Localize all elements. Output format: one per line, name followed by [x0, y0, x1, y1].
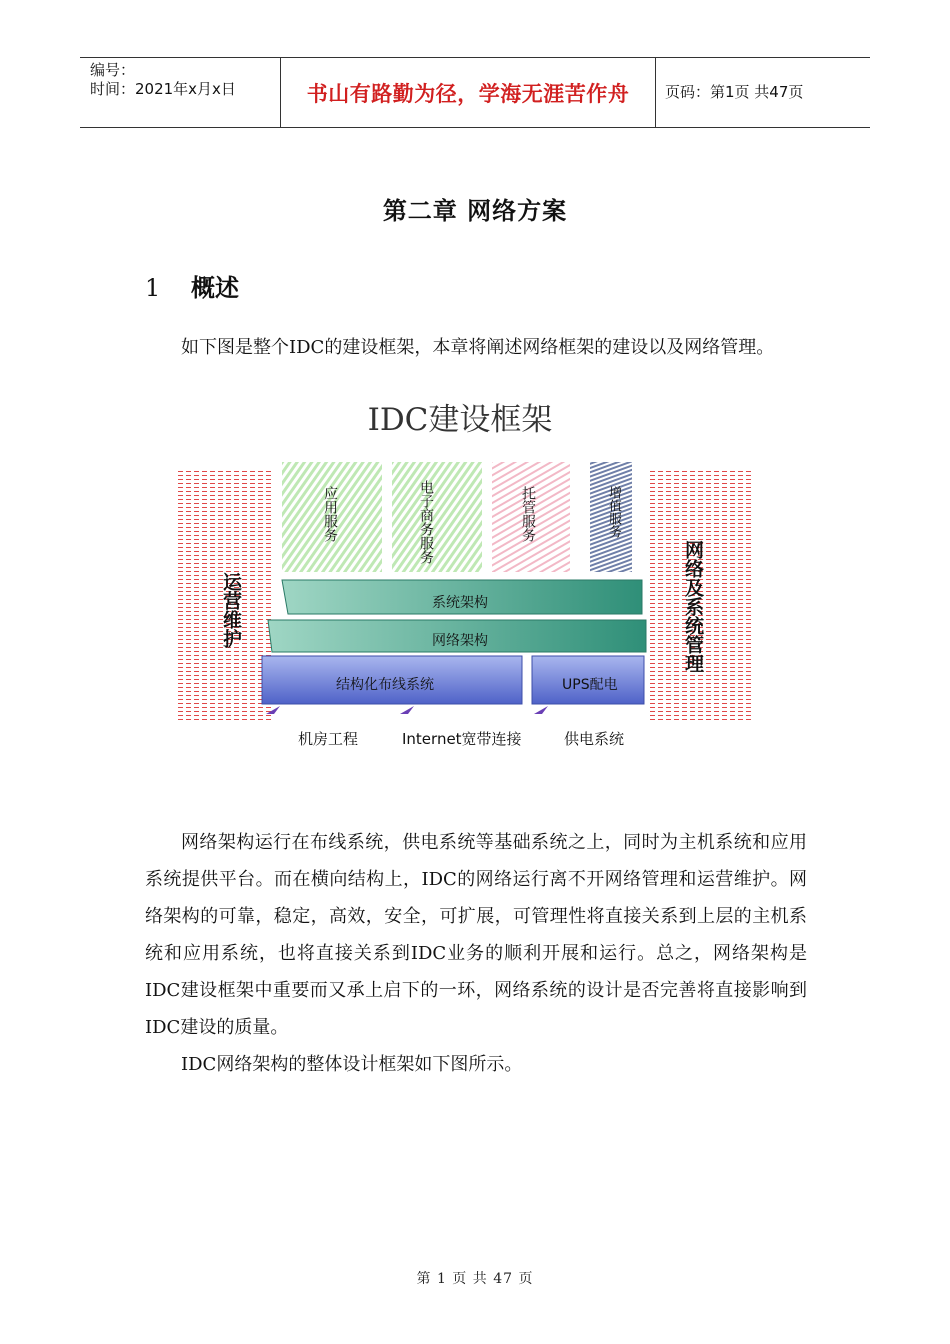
- section-heading: [145, 268, 239, 303]
- section-number: 1: [145, 274, 161, 302]
- marker-mid: [400, 706, 414, 714]
- service-label-hosting: 托管服务: [520, 486, 536, 542]
- intro-paragraph: 如下图是整个IDC的建设框架，本章将阐述网络框架的建设以及网络管理。: [181, 337, 775, 358]
- time-label: 时间：2021年x月x日: [90, 80, 236, 98]
- bottom-label-room: 机房工程: [298, 730, 359, 748]
- layer-label-network: 网络架构: [432, 633, 488, 649]
- layer-label-system: 系统架构: [432, 595, 488, 611]
- service-label-app: 应用服务: [322, 486, 338, 542]
- service-column-ecommerce: [392, 462, 482, 572]
- layer-label-cabling: 结构化布线系统: [336, 677, 434, 693]
- closing-paragraph: IDC网络架构的整体设计框架如下图所示。: [181, 1054, 523, 1075]
- number-label: 编号：: [90, 61, 136, 79]
- service-label-ecommerce: 电子商务服务: [418, 480, 434, 564]
- body-paragraph: 网络架构运行在布线系统，供电系统等基础系统之上，同时为主机系统和应用系统提供平台。而在横向结构上，IDC的网络运行离不开网络管理和运营维护。网络架构的可靠，稳定，高效，安全，可扩展，可管理性将直接关系到上层的主机系统和应用系统，也将直接关系到IDC业务的顺利开展和运行。总之，网络架构是IDC建设框架中重要而又承上启下的一环，网络系统的设计是否完善将直接影响到IDC建设的质量。: [145, 832, 807, 1038]
- service-label-valueadded: 增值服务: [606, 486, 621, 538]
- bottom-label-power: 供电系统: [564, 730, 625, 748]
- bottom-label-internet: Internet宽带连接: [402, 730, 522, 748]
- marker-right: [534, 706, 548, 714]
- layer-label-ups: UPS配电: [562, 677, 618, 693]
- header-motto: 书山有路勤为径，学海无涯苦作舟: [306, 81, 630, 106]
- idc-framework-figure: [170, 390, 780, 760]
- header-meta: [80, 58, 280, 127]
- section-title: 概述: [191, 273, 239, 302]
- page-footer: 第 1 页 共 47 页: [416, 1271, 534, 1287]
- header-page-info: 页码：第1页 共47页: [665, 83, 804, 101]
- chapter-title: 第二章 网络方案: [382, 196, 568, 225]
- header-motto-cell: [280, 58, 656, 127]
- side-label-maintenance: 运营维护: [220, 572, 242, 648]
- figure-title: IDC建设框架: [367, 402, 553, 438]
- document-header: [80, 57, 870, 128]
- side-label-management: 网络及系统管理: [682, 540, 704, 673]
